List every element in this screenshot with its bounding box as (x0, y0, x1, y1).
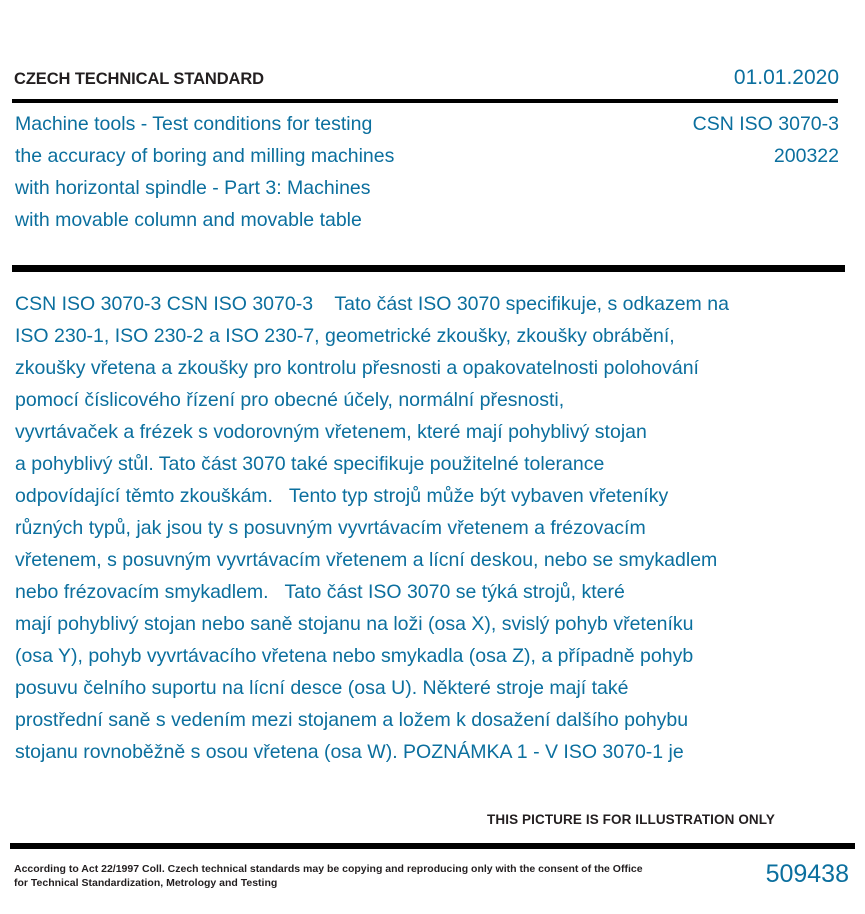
abstract-line: odpovídající těmto zkouškám. Tento typ strojů může být vybaven vřeteníky (15, 485, 669, 507)
title-line-3: with horizontal spindle - Part 3: Machines (15, 177, 371, 199)
footer-divider-rule (10, 843, 855, 849)
title-row (0, 177, 865, 209)
standard-type-label: CZECH TECHNICAL STANDARD (14, 70, 264, 88)
title-line-2: the accuracy of boring and milling machines (15, 145, 395, 167)
document-header (0, 66, 865, 102)
header-divider-rule (12, 99, 838, 103)
catalog-number: 200322 (773, 145, 839, 167)
abstract-line: posuvu čelního suportu na lícní desce (osa U). Některé stroje mají také (15, 677, 629, 699)
abstract-text (15, 288, 835, 768)
abstract-line: prostřední saně s vedením mezi stojanem a ložem k dosažení dalšího pohybu (15, 709, 689, 731)
footer-disclaimer-line-2: for Technical Standardization, Metrology and Testing (14, 877, 278, 889)
footer-disclaimer-line-1: According to Act 22/1997 Coll. Czech technical standards may be copying and reproducing only with the consent of the Office (14, 863, 643, 875)
abstract-line: zkoušky vřetena a zkoušky pro kontrolu přesnosti a opakovatelnosti polohování (15, 357, 699, 379)
title-row (0, 209, 865, 241)
title-block (0, 113, 865, 241)
abstract-line: a pohyblivý stůl. Tato část 3070 také specifikuje použitelné tolerance (15, 453, 605, 475)
abstract-line: vyvrtávaček a frézek s vodorovným vřetenem, které mají pohyblivý stojan (15, 421, 647, 443)
title-line-1: Machine tools - Test conditions for testing (15, 113, 373, 135)
abstract-line: různých typů, jak jsou ty s posuvným vyvrtávacím vřetenem a frézovacím (15, 517, 646, 539)
footer-disclaimer (14, 862, 643, 890)
standard-code: CSN ISO 3070-3 (692, 113, 839, 135)
abstract-line: (osa Y), pohyb vyvrtávacího vřetena nebo smykadla (osa Z), a případně pohyb (15, 645, 694, 667)
abstract-line: CSN ISO 3070-3 CSN ISO 3070-3 Tato část ISO 3070 specifikuje, s odkazem na (15, 293, 729, 315)
abstract-line: mají pohyblivý stojan nebo saně stojanu na loži (osa X), svislý pohyb vřeteníku (15, 613, 694, 635)
abstract-line: vřetenem, s posuvným vyvrtávacím vřetenem a lícní deskou, nebo se smykadlem (15, 549, 718, 571)
abstract-line: stojanu rovnoběžně s osou vřetena (osa W). POZNÁMKA 1 - V ISO 3070-1 je (15, 741, 684, 763)
title-divider-rule (12, 265, 845, 272)
document-number: 509438 (765, 860, 849, 888)
title-row (0, 145, 865, 177)
illustration-only-notice: THIS PICTURE IS FOR ILLUSTRATION ONLY (487, 812, 775, 827)
abstract-line: ISO 230-1, ISO 230-2 a ISO 230-7, geometrické zkoušky, zkoušky obrábění, (15, 325, 675, 347)
issue-date: 01.01.2020 (733, 66, 839, 89)
title-row (0, 113, 865, 145)
abstract-line: nebo frézovacím smykadlem. Tato část ISO 3070 se týká strojů, které (15, 581, 625, 603)
abstract-line: pomocí číslicového řízení pro obecné účely, normální přesnosti, (15, 389, 565, 411)
title-line-4: with movable column and movable table (15, 209, 362, 231)
